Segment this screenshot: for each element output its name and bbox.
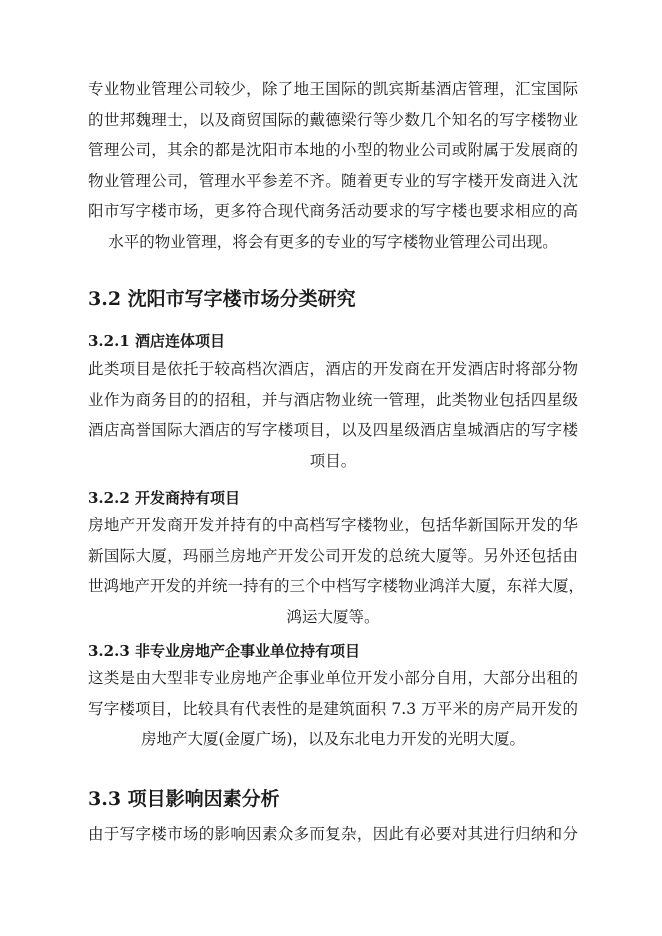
text-line: 世鸿地产开发的并统一持有的三个中档写字楼物业鸿洋大厦，东祥大厦， [88,577,585,595]
text-line: 由于写字楼市场的影响因素众多而复杂，因此有必要对其进行归纳和分 [88,825,578,843]
text-line: 项目。 [309,451,357,470]
text-line: 管理公司，其余的都是沈阳市本地的小型的物业公司或附属于发展商的 [88,141,578,159]
paragraph-3-2-2 [88,510,585,632]
text-line: 房地产大厦(金厦广场)，以及东北电力开发的光明大厦。 [140,730,526,748]
text-line: 专业物业管理公司较少，除了地王国际的凯宾斯基酒店管理，汇宝国际 [88,80,578,98]
subsection-heading-3-2-3: 3.2.3 非专业房地产企事业单位持有项目 [88,642,360,660]
subsection-heading-3-2-1: 3.2.1 酒店连体项目 [88,332,225,350]
section-heading-3-3: 3.3 项目影响因素分析 [88,788,280,810]
text-line: 水平的物业管理，将会有更多的专业的写字楼物业管理公司出现。 [108,232,558,251]
text-line: 这类是由大型非专业房地产企事业单位开发小部分自用，大部分出租的 [88,669,578,687]
subsection-heading-3-2-2: 3.2.2 开发商持有项目 [88,489,240,507]
section-heading-3-2: 3.2 沈阳市写字楼市场分类研究 [88,288,356,310]
text-line: 阳市写字楼市场，更多符合现代商务活动要求的写字楼也要求相应的高 [88,202,578,220]
paragraph-3-2-3 [88,663,578,755]
text-line: 新国际大厦，玛丽兰房地产开发公司开发的总统大厦等。另外还包括由 [88,546,578,565]
text-line: 物业管理公司，管理水平参差不齐。随着更专业的写字楼开发商进入沈 [88,171,578,190]
paragraph-3-3 [88,819,578,850]
intro-paragraph [88,74,578,257]
text-line: 业作为商务目的的招租，并与酒店物业统一管理，此类物业包括四星级 [88,390,578,409]
text-line: 此类项目是依托于较高档次酒店，酒店的开发商在开发酒店时将部分物 [88,360,578,378]
text-line: 的世邦魏理士，以及商贸国际的戴德梁行等少数几个知名的写字楼物业 [88,110,578,129]
text-line: 鸿运大厦等。 [286,607,380,626]
text-line: 房地产开发商开发并持有的中高档写字楼物业，包括华新国际开发的华 [88,516,578,534]
text-line: 酒店高誉国际大酒店的写字楼项目，以及四星级酒店皇城酒店的写字楼 [88,421,578,439]
paragraph-3-2-1 [88,354,578,476]
text-line: 写字楼项目，比较具有代表性的是建筑面积 7.3 万平米的房产局开发的 [88,699,578,718]
